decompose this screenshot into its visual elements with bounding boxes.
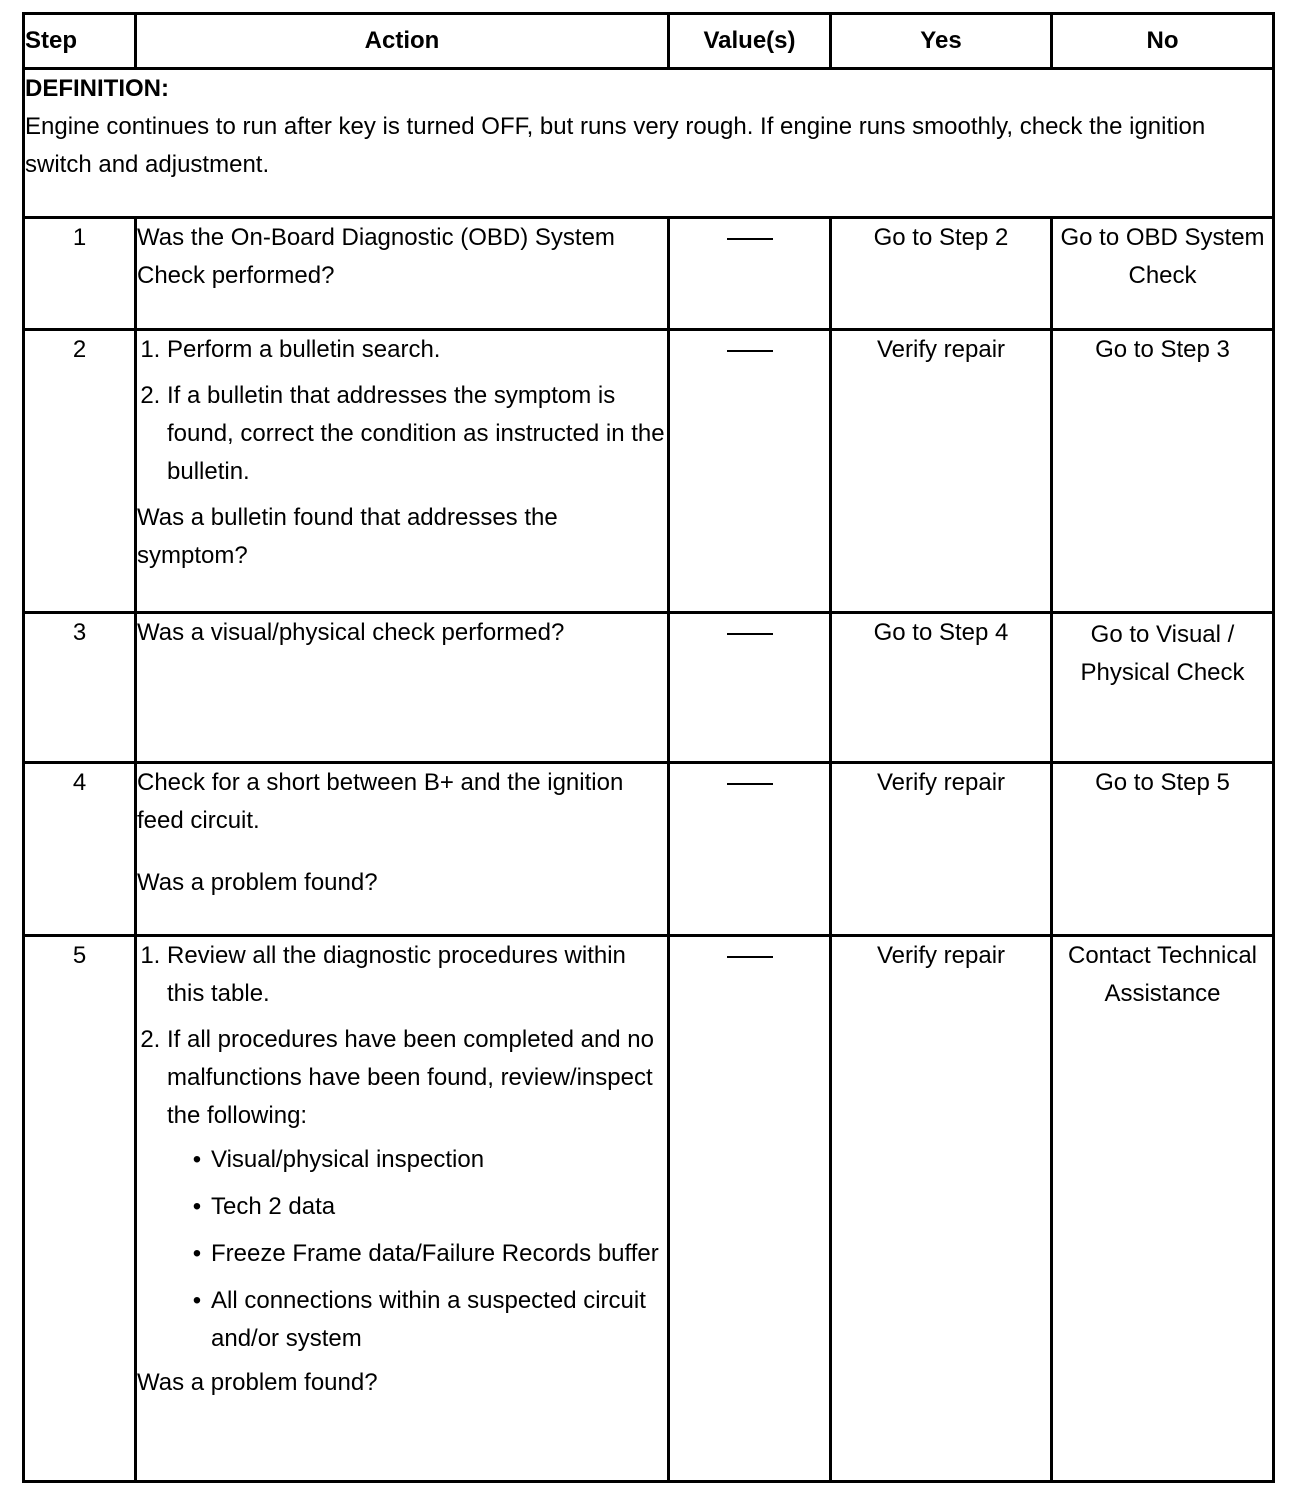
- table-row: [24, 936, 1274, 1482]
- action-cell: [136, 613, 669, 763]
- bullet-list: [167, 1141, 667, 1358]
- step-number: 1: [24, 218, 136, 330]
- dash-mark: [727, 633, 773, 635]
- dash-mark: [727, 956, 773, 958]
- header-step: Step: [24, 14, 136, 69]
- definition-cell: [24, 69, 1274, 218]
- yes-cell: Verify repair: [831, 330, 1052, 613]
- no-cell: Contact Technical Assistance: [1052, 936, 1274, 1482]
- header-values: Value(s): [669, 14, 831, 69]
- yes-cell: Verify repair: [831, 936, 1052, 1482]
- value-cell: [669, 613, 831, 763]
- table-row: [24, 763, 1274, 936]
- bullet-item: • All connections within a suspected circuit and/or system: [181, 1282, 667, 1358]
- header-yes: Yes: [831, 14, 1052, 69]
- dash-mark: [727, 238, 773, 240]
- value-cell: [669, 218, 831, 330]
- question-text: Was a bulletin found that addresses the symptom?: [137, 504, 558, 569]
- value-cell: [669, 330, 831, 613]
- dash-mark: [727, 350, 773, 352]
- question-text: Was a problem found?: [137, 1369, 378, 1396]
- header-row: [24, 14, 1274, 69]
- question-text: Was a visual/physical check performed?: [137, 619, 565, 646]
- action-list: [137, 937, 667, 1358]
- bullet-item: • Visual/physical inspection: [181, 1141, 667, 1179]
- no-cell: Go to Step 5: [1052, 763, 1274, 936]
- diagnostic-table: [22, 12, 1275, 1483]
- yes-cell: Go to Step 4: [831, 613, 1052, 763]
- definition-title: DEFINITION:: [25, 75, 169, 102]
- value-cell: [669, 936, 831, 1482]
- step-number: 2: [24, 330, 136, 613]
- list-item-text: If all procedures have been completed and no malfunctions have been found, review/inspect the following:: [167, 1026, 654, 1129]
- value-cell: [669, 763, 831, 936]
- no-cell: Go to OBD System Check: [1052, 218, 1274, 330]
- table-row: [24, 613, 1274, 763]
- table-row: [24, 330, 1274, 613]
- question-text: Was a problem found?: [137, 869, 378, 896]
- header-action: Action: [136, 14, 669, 69]
- list-item: 1. Perform a bulletin search.: [167, 331, 667, 369]
- action-cell: [136, 330, 669, 613]
- intro-text: Check for a short between B+ and the ignition feed circuit.: [137, 769, 624, 834]
- yes-cell: Verify repair: [831, 763, 1052, 936]
- yes-cell: Go to Step 2: [831, 218, 1052, 330]
- no-cell: Go to Visual / Physical Check: [1052, 613, 1274, 763]
- action-cell: [136, 763, 669, 936]
- step-number: 5: [24, 936, 136, 1482]
- no-cell: Go to Step 3: [1052, 330, 1274, 613]
- bullet-item: • Tech 2 data: [181, 1188, 667, 1226]
- list-item: 1. Review all the diagnostic procedures within this table.: [167, 937, 667, 1013]
- definition-row: [24, 69, 1274, 218]
- list-item: 2. If a bulletin that addresses the symptom is found, correct the condition as instructed in the bulletin.: [167, 377, 667, 491]
- definition-text: Engine continues to run after key is turned OFF, but runs very rough. If engine runs smoothly, check the ignition switch and adjustment.: [25, 113, 1206, 178]
- list-item: [167, 1021, 667, 1358]
- header-no: No: [1052, 14, 1274, 69]
- action-cell: [136, 936, 669, 1482]
- bullet-item: • Freeze Frame data/Failure Records buffer: [181, 1235, 667, 1273]
- dash-mark: [727, 783, 773, 785]
- table-row: [24, 218, 1274, 330]
- question-text: Was the On-Board Diagnostic (OBD) System Check performed?: [137, 224, 615, 289]
- step-number: 4: [24, 763, 136, 936]
- action-cell: [136, 218, 669, 330]
- step-number: 3: [24, 613, 136, 763]
- action-list: [137, 331, 667, 491]
